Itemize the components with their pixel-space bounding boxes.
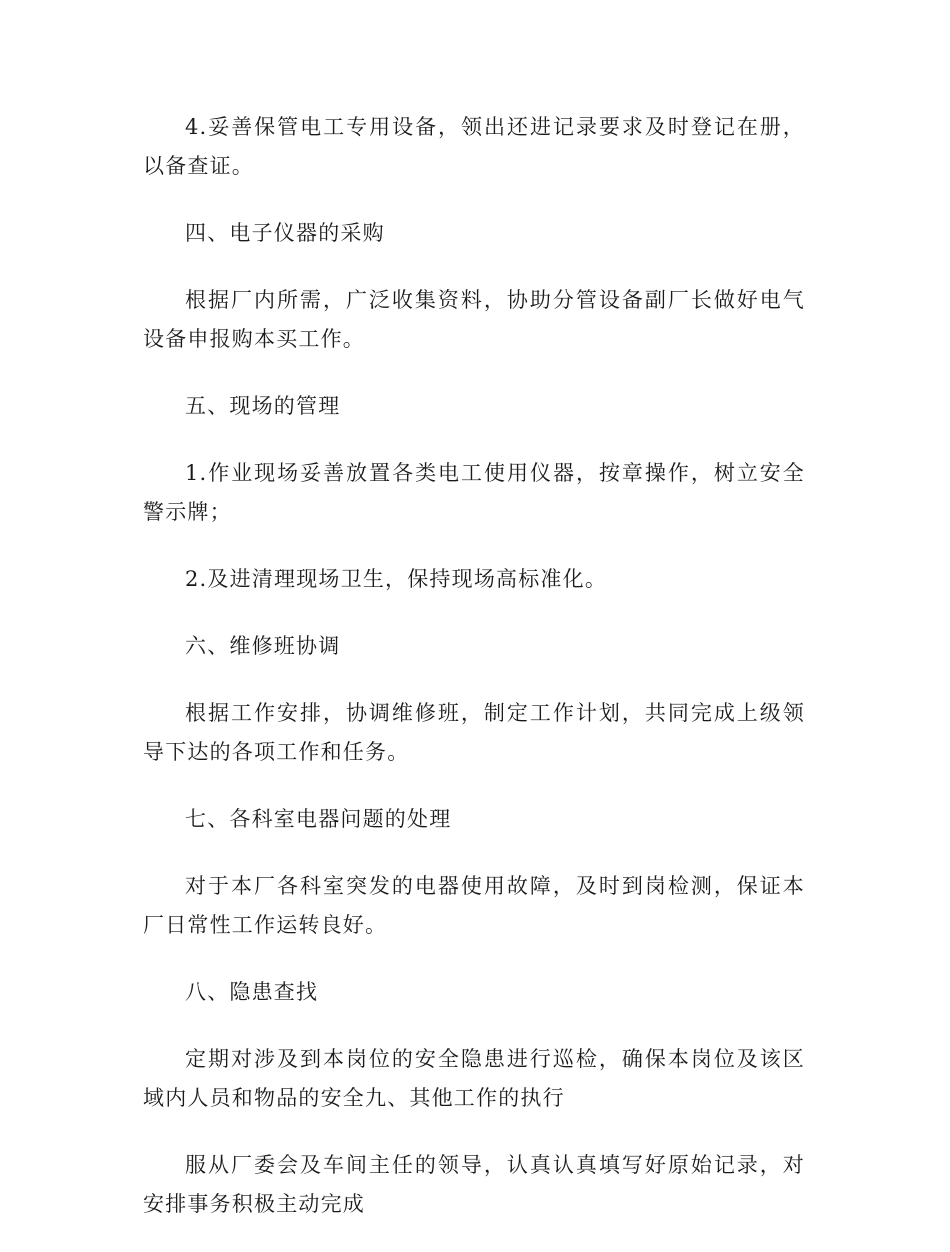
paragraph-item-4: 4.妥善保管电工专用设备，领出还进记录要求及时登记在册，以备查证。 (143, 115, 805, 178)
section-heading-7: 七、各科室电器问题的处理 (185, 807, 452, 831)
paragraph-electrical-issues: 对于本厂各科室突发的电器使用故障，及时到岗检测，保证本厂日常性工作运转良好。 (143, 874, 805, 937)
paragraph-site-1: 1.作业现场妥善放置各类电工使用仪器，按章操作，树立安全警示牌； (143, 461, 805, 524)
paragraph-coordination: 根据工作安排，协调维修班，制定工作计划，共同完成上级领导下达的各项工作和任务。 (143, 701, 805, 764)
document-body (143, 108, 805, 1252)
paragraph-site-2: 2.及进清理现场卫生，保持现场高标准化。 (185, 567, 608, 591)
paragraph-procurement: 根据厂内所需，广泛收集资料，协助分管设备副厂长做好电气设备申报购本买工作。 (143, 288, 805, 351)
section-heading-4: 四、电子仪器的采购 (185, 221, 385, 245)
paragraph-hazard-check: 定期对涉及到本岗位的安全隐患进行巡检，确保本岗位及该区域内人员和物品的安全九、其他工作的执行 (143, 1047, 805, 1110)
paragraph-other-work: 服从厂委会及车间主任的领导，认真认真填写好原始记录，对安排事务积极主动完成 (143, 1153, 805, 1216)
section-heading-8: 八、隐患查找 (185, 980, 319, 1004)
section-heading-6: 六、维修班协调 (185, 634, 341, 658)
section-heading-5: 五、现场的管理 (185, 394, 341, 418)
